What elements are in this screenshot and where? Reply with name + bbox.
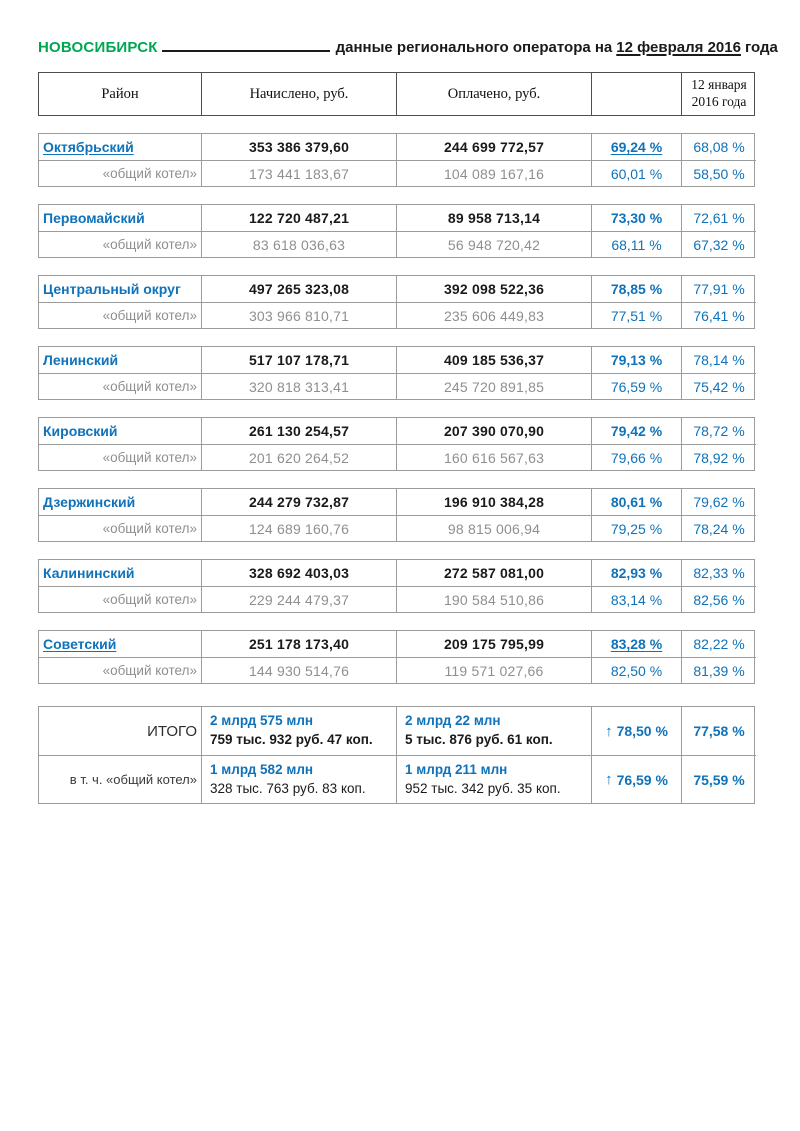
kotel-label: «общий котел» <box>39 444 201 470</box>
table-header <box>38 72 755 116</box>
district-accrued-value: 122 720 487,21 <box>201 205 396 231</box>
district-name-cell[interactable] <box>39 418 201 444</box>
district-name-link[interactable]: Ленинский <box>43 352 119 368</box>
kotel-percent-current: 60,01 % <box>591 160 681 186</box>
kotel-label: «общий котел» <box>39 586 201 612</box>
totals-kotel-paid <box>396 755 591 803</box>
district-blocks <box>38 133 800 684</box>
kotel-percent-current: 83,14 % <box>591 586 681 612</box>
totals-paid-line2: 5 тыс. 876 руб. 61 коп. <box>405 732 553 747</box>
district-name-link[interactable]: Дзержинский <box>43 494 136 510</box>
kotel-accrued-value: 144 930 514,76 <box>201 657 396 683</box>
district-percent-current <box>591 489 681 515</box>
kotel-paid-value: 104 089 167,16 <box>396 160 591 186</box>
district-accrued-value: 517 107 178,71 <box>201 347 396 373</box>
district-name-cell[interactable] <box>39 560 201 586</box>
district-accrued-value: 251 178 173,40 <box>201 631 396 657</box>
kotel-paid-value: 160 616 567,63 <box>396 444 591 470</box>
district-block <box>38 417 755 471</box>
district-percent-previous: 79,62 % <box>681 489 756 515</box>
district-percent-value: 78,85 % <box>610 281 663 297</box>
district-percent-value: 82,93 % <box>610 565 663 581</box>
district-percent-value: 79,42 % <box>610 423 663 439</box>
district-percent-current <box>591 276 681 302</box>
kotel-label: «общий котел» <box>39 160 201 186</box>
report-title <box>38 38 800 56</box>
totals-accrued <box>201 707 396 755</box>
city-name: НОВОСИБИРСК <box>38 39 158 56</box>
kotel-paid-value: 245 720 891,85 <box>396 373 591 399</box>
district-name-cell[interactable] <box>39 489 201 515</box>
kotel-percent-previous: 82,56 % <box>681 586 756 612</box>
kotel-paid-value: 56 948 720,42 <box>396 231 591 257</box>
district-accrued-value: 261 130 254,57 <box>201 418 396 444</box>
district-paid-value: 409 185 536,37 <box>396 347 591 373</box>
kotel-label: «общий котел» <box>39 657 201 683</box>
kotel-percent-current: 68,11 % <box>591 231 681 257</box>
district-paid-value: 272 587 081,00 <box>396 560 591 586</box>
district-accrued-value: 353 386 379,60 <box>201 134 396 160</box>
district-percent-current <box>591 418 681 444</box>
totals-percent-previous: 77,58 % <box>681 707 756 755</box>
totals-kotel-paid-line2: 952 тыс. 342 руб. 35 коп. <box>405 780 561 796</box>
totals-kotel-accrued-line1: 1 млрд 582 млн <box>210 761 314 777</box>
district-paid-value: 207 390 070,90 <box>396 418 591 444</box>
kotel-paid-value: 235 606 449,83 <box>396 302 591 328</box>
totals-paid <box>396 707 591 755</box>
kotel-label: «общий котел» <box>39 373 201 399</box>
kotel-accrued-value: 320 818 313,41 <box>201 373 396 399</box>
totals-accrued-line2: 759 тыс. 932 руб. 47 коп. <box>210 732 373 747</box>
kotel-paid-value: 190 584 510,86 <box>396 586 591 612</box>
kotel-percent-previous: 75,42 % <box>681 373 756 399</box>
district-percent-value[interactable]: 83,28 % <box>610 636 663 652</box>
kotel-paid-value: 98 815 006,94 <box>396 515 591 541</box>
district-percent-current <box>591 134 681 160</box>
header-accrued: Начислено, руб. <box>201 73 396 115</box>
blank-underline <box>162 38 330 52</box>
kotel-accrued-value: 124 689 160,76 <box>201 515 396 541</box>
title-after-date: года <box>744 39 778 56</box>
up-arrow-icon: ↑ <box>605 722 613 740</box>
title-before-date: данные регионального оператора на <box>335 39 613 56</box>
district-percent-previous: 78,72 % <box>681 418 756 444</box>
totals-kotel-percent-value: 76,59 % <box>616 771 668 788</box>
kotel-percent-previous: 67,32 % <box>681 231 756 257</box>
totals-kotel-percent-current <box>591 755 681 803</box>
district-block <box>38 275 755 329</box>
kotel-percent-current: 79,66 % <box>591 444 681 470</box>
district-block <box>38 488 755 542</box>
totals-kotel-label: в т. ч. «общий котел» <box>39 755 201 803</box>
kotel-accrued-value: 201 620 264,52 <box>201 444 396 470</box>
district-percent-previous: 82,22 % <box>681 631 756 657</box>
totals-kotel-accrued <box>201 755 396 803</box>
district-block <box>38 630 755 684</box>
district-name-link[interactable]: Центральный округ <box>43 281 181 297</box>
kotel-label: «общий котел» <box>39 302 201 328</box>
totals-paid-line1: 2 млрд 22 млн <box>405 713 501 729</box>
district-paid-value: 209 175 795,99 <box>396 631 591 657</box>
district-block <box>38 204 755 258</box>
district-percent-value: 79,13 % <box>610 352 663 368</box>
header-current-empty <box>591 73 681 115</box>
totals-percent-current <box>591 707 681 755</box>
district-percent-current <box>591 205 681 231</box>
kotel-label: «общий котел» <box>39 231 201 257</box>
kotel-paid-value: 119 571 027,66 <box>396 657 591 683</box>
district-name-link[interactable]: Кировский <box>43 423 118 439</box>
totals-table <box>38 706 755 804</box>
district-name-cell[interactable] <box>39 205 201 231</box>
district-name-link[interactable]: Октябрьский <box>43 139 134 155</box>
district-name-cell[interactable] <box>39 347 201 373</box>
district-block <box>38 346 755 400</box>
kotel-percent-previous: 81,39 % <box>681 657 756 683</box>
totals-kotel-paid-line1: 1 млрд 211 млн <box>405 761 508 777</box>
district-percent-value: 80,61 % <box>610 494 663 510</box>
district-percent-previous: 77,91 % <box>681 276 756 302</box>
district-percent-previous: 82,33 % <box>681 560 756 586</box>
district-percent-value: 73,30 % <box>610 210 663 226</box>
district-percent-previous: 78,14 % <box>681 347 756 373</box>
totals-label: ИТОГО <box>147 722 197 740</box>
district-percent-previous: 68,08 % <box>681 134 756 160</box>
totals-kotel-percent-previous: 75,59 % <box>681 755 756 803</box>
kotel-percent-current: 79,25 % <box>591 515 681 541</box>
report-date: 12 февраля 2016 <box>616 39 741 56</box>
kotel-percent-previous: 76,41 % <box>681 302 756 328</box>
totals-kotel-accrued-line2: 328 тыс. 763 руб. 83 коп. <box>210 780 366 796</box>
district-paid-value: 196 910 384,28 <box>396 489 591 515</box>
district-paid-value: 244 699 772,57 <box>396 134 591 160</box>
title-text <box>336 39 778 56</box>
district-name-cell[interactable] <box>39 134 201 160</box>
kotel-percent-previous: 78,92 % <box>681 444 756 470</box>
district-paid-value: 89 958 713,14 <box>396 205 591 231</box>
district-name-cell[interactable] <box>39 631 201 657</box>
district-percent-previous: 72,61 % <box>681 205 756 231</box>
kotel-accrued-value: 229 244 479,37 <box>201 586 396 612</box>
district-block <box>38 133 755 187</box>
kotel-percent-previous: 58,50 % <box>681 160 756 186</box>
district-percent-current <box>591 631 681 657</box>
district-name-link[interactable]: Первомайский <box>43 210 145 226</box>
district-name-cell[interactable] <box>39 276 201 302</box>
district-accrued-value: 497 265 323,08 <box>201 276 396 302</box>
kotel-percent-current: 77,51 % <box>591 302 681 328</box>
district-name-link[interactable]: Советский <box>43 636 117 652</box>
kotel-accrued-value: 303 966 810,71 <box>201 302 396 328</box>
kotel-accrued-value: 173 441 183,67 <box>201 160 396 186</box>
district-paid-value: 392 098 522,36 <box>396 276 591 302</box>
totals-accrued-line1: 2 млрд 575 млн <box>210 713 314 729</box>
kotel-percent-previous: 78,24 % <box>681 515 756 541</box>
header-district: Район <box>101 85 139 102</box>
kotel-accrued-value: 83 618 036,63 <box>201 231 396 257</box>
kotel-percent-current: 82,50 % <box>591 657 681 683</box>
up-arrow-icon: ↑ <box>605 771 613 788</box>
header-paid: Оплачено, руб. <box>396 73 591 115</box>
header-previous-date: 12 января 2016 года <box>681 73 756 115</box>
kotel-percent-current: 76,59 % <box>591 373 681 399</box>
district-percent-current <box>591 347 681 373</box>
totals-percent-value: 78,50 % <box>616 723 668 739</box>
kotel-label: «общий котел» <box>39 515 201 541</box>
district-percent-value[interactable]: 69,24 % <box>610 139 663 155</box>
district-percent-current <box>591 560 681 586</box>
district-accrued-value: 328 692 403,03 <box>201 560 396 586</box>
district-accrued-value: 244 279 732,87 <box>201 489 396 515</box>
district-name-link[interactable]: Калининский <box>43 565 135 581</box>
district-block <box>38 559 755 613</box>
